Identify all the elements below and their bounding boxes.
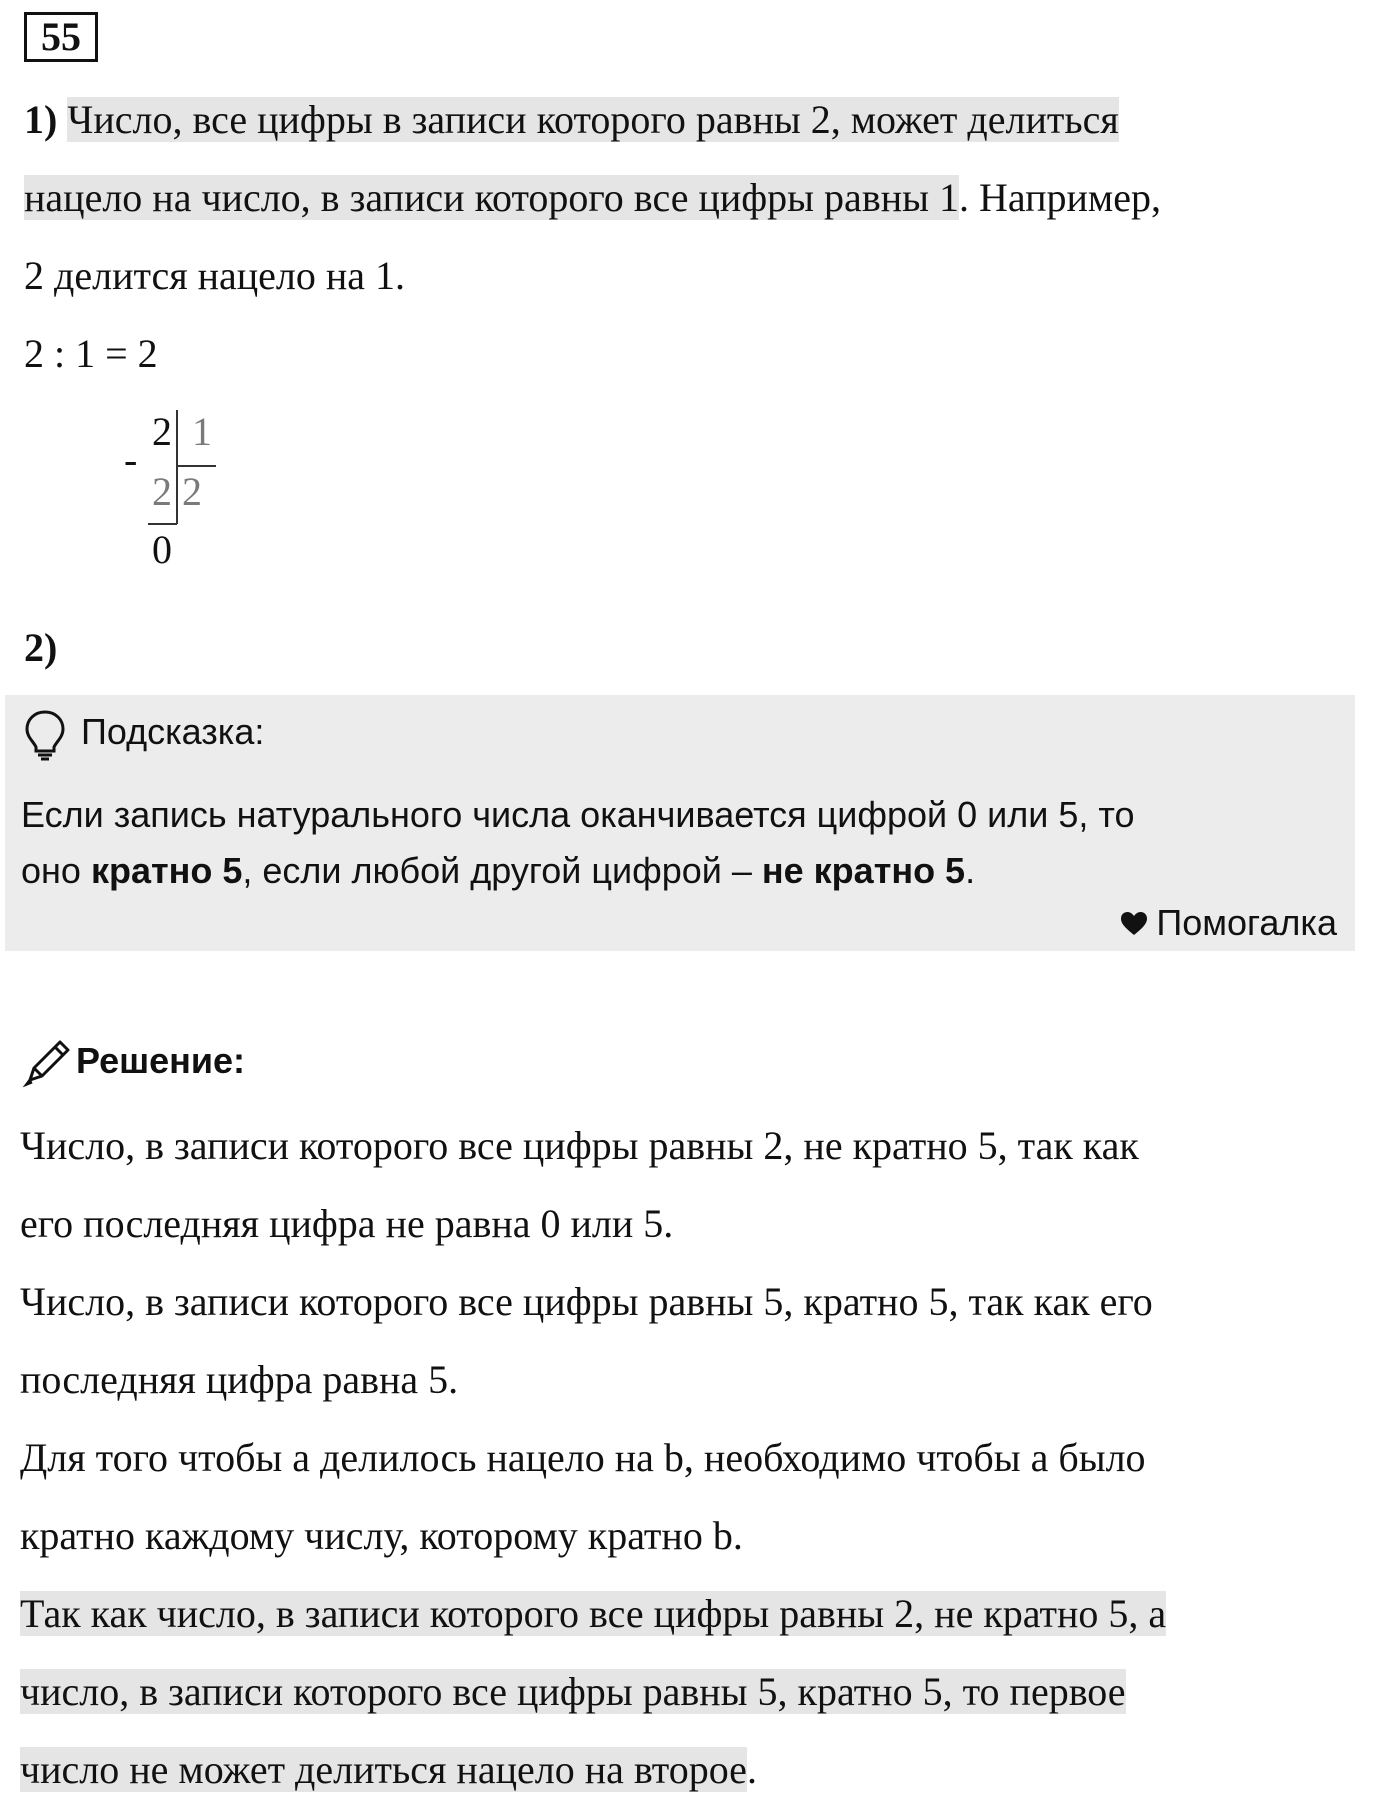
solution-line-3: Число, в записи которого все цифры равны 5, кратно 5, так как его (20, 1279, 1153, 1324)
division-quotient: 2 (182, 469, 202, 514)
lightbulb-icon (23, 709, 67, 761)
hint-text (21, 787, 1135, 899)
hint-line2-a: оно (21, 850, 91, 891)
hint-line2-c: , если любой другой цифрой – (242, 850, 762, 891)
division-lines (130, 408, 240, 578)
hint-line2-e: . (965, 850, 976, 891)
hint-title: Подсказка: (81, 711, 265, 752)
division-dividend: 2 (152, 409, 172, 454)
part1-line2 (24, 170, 1161, 226)
hint-line2 (21, 843, 1135, 899)
division-minus: - (124, 437, 138, 482)
part2-label: 2) (24, 625, 58, 670)
hint-box (5, 695, 1355, 951)
hint-bold-not-multiple: не кратно 5 (761, 850, 966, 891)
conclusion-text-3: число не может делиться нацело на второе (20, 1747, 747, 1792)
solution-line-4: последняя цифра равна 5. (20, 1357, 459, 1402)
solution-line-5: Для того чтобы a делилось нацело на b, необходимо чтобы a было (20, 1435, 1146, 1480)
solution-title: Решение: (76, 1040, 246, 1081)
conclusion-line-3 (20, 1742, 757, 1798)
brand-name: Помогалка (1156, 902, 1337, 943)
problem-number: 55 (24, 12, 98, 62)
division-divisor: 1 (192, 409, 212, 454)
division-subtrahend: 2 (152, 469, 172, 514)
conclusion-line-2 (20, 1664, 1126, 1720)
solution-line-2: его последняя цифра не равна 0 или 5. (20, 1201, 674, 1246)
conclusion-period: . (746, 1747, 757, 1792)
solution-line-1: Число, в записи которого все цифры равны 2, не кратно 5, так как (20, 1123, 1139, 1168)
part1-text2-rest: . Например, (958, 175, 1161, 220)
long-division (124, 408, 240, 578)
part1-label: 1) (24, 97, 58, 142)
hint-line1: Если запись натурального числа оканчивается цифрой 0 или 5, то (21, 794, 1135, 835)
heart-icon (1120, 911, 1148, 937)
conclusion-text-2: число, в записи которого все цифры равны 5, кратно 5, то первое (20, 1669, 1126, 1714)
conclusion-text-1: Так как число, в записи которого все цифры равны 2, не кратно 5, а (20, 1591, 1167, 1636)
part1-line1 (24, 92, 1119, 148)
pencil-icon (22, 1036, 74, 1088)
part1-equation: 2 : 1 = 2 (24, 331, 158, 376)
part1-line3: 2 делится нацело на 1. (24, 253, 406, 298)
hint-brand (1120, 903, 1337, 943)
solution-line-6: кратно каждому числу, которому кратно b. (20, 1513, 743, 1558)
part1-text1: Число, все цифры в записи которого равны 2, может делиться (67, 97, 1119, 142)
part1-text2-highlight: нацело на число, в записи которого все цифры равны 1 (24, 175, 959, 220)
hint-bold-multiple: кратно 5 (90, 850, 243, 891)
conclusion-line-1 (20, 1586, 1166, 1642)
division-remainder: 0 (152, 527, 172, 572)
